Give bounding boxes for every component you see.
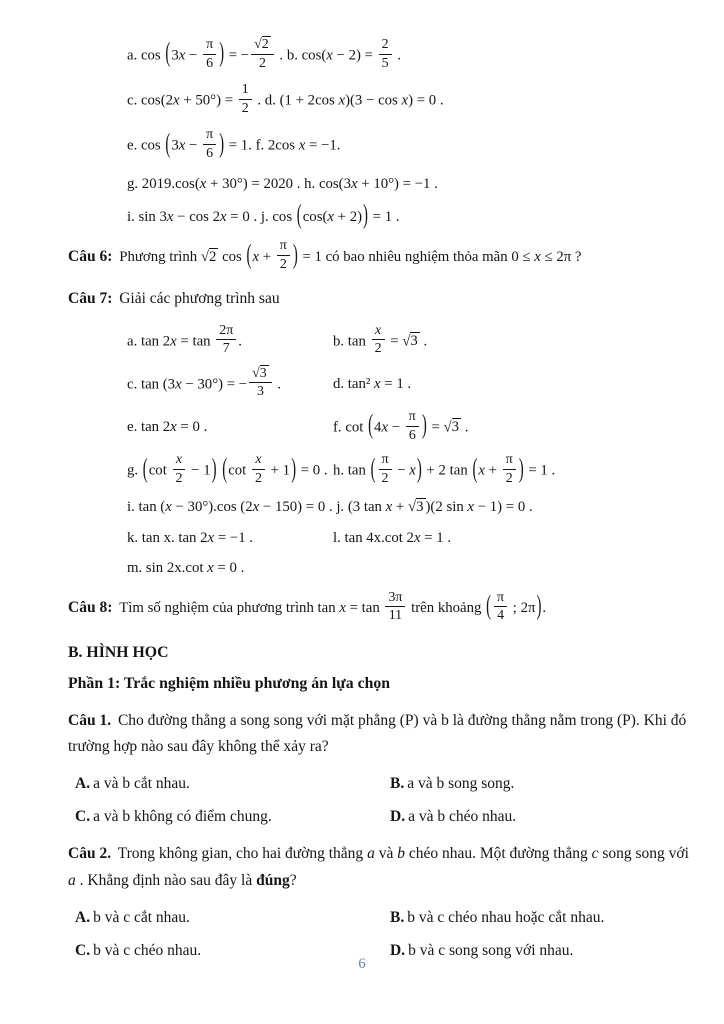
option-letter: A.	[75, 908, 91, 926]
exercise-item: g. (cot $\frac{x}{2}$ − 1) (cot $\frac{x}{2}$ + 1) = 0 .	[127, 452, 328, 486]
option-text: a và b song song.	[407, 775, 515, 793]
answer-options-cau2	[75, 906, 700, 963]
answer-options-cau1	[75, 772, 700, 829]
exercise-row	[127, 365, 700, 402]
question-text: Giải các phương trình sau	[119, 290, 280, 308]
question-cau6	[68, 240, 700, 274]
exercise-row	[127, 322, 700, 359]
exercise-row	[127, 528, 700, 549]
option-letter: B.	[390, 908, 405, 926]
question-text: Tìm số nghiệm của phương trình tan x = tan $\frac{3\pi}{11}$ trên khoảng ( $\frac{\pi}{4}$ ; 2π).	[119, 589, 547, 624]
option-letter: D.	[390, 941, 406, 959]
question-label: Câu 8:	[68, 599, 113, 617]
option-text: a và b chéo nhau.	[408, 808, 517, 826]
exercise-item: e. tan 2x = 0 .	[127, 419, 208, 436]
question-cau2	[68, 841, 700, 894]
exercise-item: a. tan 2x = tan $\frac{2\pi}{7}$ .	[127, 322, 242, 357]
exercise-item: l. tan 4x.cot 2x = 1 .	[333, 529, 452, 546]
option-text: b và c chéo nhau.	[93, 941, 202, 959]
option-text: a và b cắt nhau.	[93, 775, 190, 793]
option-text: b và c song song với nhau.	[408, 941, 574, 959]
exercise-item: m. sin 2x.cot x = 0 .	[127, 560, 245, 577]
question-label: Câu 1.	[68, 711, 112, 729]
exercise-row	[127, 558, 700, 579]
answer-option-c	[75, 805, 390, 829]
question-text: Phương trình √2 cos (x + $\frac{\pi}{2}$ ) = 1 có bao nhiêu nghiệm thỏa mãn 0 ≤ x ≤ 2π ?	[119, 238, 582, 272]
option-letter: D.	[390, 808, 406, 826]
question-text: Trong không gian, cho hai đường thẳng a và b chéo nhau. Một đường thẳng c song song với a . Khẳng định nào sau đây là đúng?	[68, 845, 689, 889]
option-text: b và c cắt nhau.	[93, 908, 190, 926]
option-letter: C.	[75, 808, 91, 826]
question-cau8	[68, 589, 700, 626]
exercise-line-cd: c. cos(2x + 50°) = $\frac{1}{2}$ . d. (1 + 2cos x)(3 − cos x) = 0 .	[127, 82, 444, 116]
exercise-item: f. cot (4x − $\frac{\pi}{6}$ ) = √3 .	[333, 409, 469, 443]
answer-option-d	[390, 805, 700, 829]
exercise-item: b. tan $\frac{x}{2}$ = √3 .	[333, 322, 428, 357]
answer-option-b	[390, 906, 700, 930]
exercise-line-ij: i. sin 3x − cos 2x = 0 . j. cos (cos(x + 2)) = 1 .	[127, 200, 400, 231]
answer-option-a	[75, 772, 390, 796]
exercise-item: h. tan ( $\frac{\pi}{2}$ − x) + 2 tan (x + $\frac{\pi}{2}$ ) = 1 .	[333, 452, 556, 486]
answer-option-a	[75, 906, 390, 930]
exercise-row	[127, 454, 700, 488]
exercise-row	[127, 497, 700, 518]
question-cau1	[68, 708, 700, 761]
option-letter: C.	[75, 941, 91, 959]
answer-option-b	[390, 772, 700, 796]
exercise-item: k. tan x. tan 2x = −1 .	[127, 529, 254, 546]
exercise-list-continuation	[127, 37, 700, 231]
option-letter: A.	[75, 775, 91, 793]
option-letter: B.	[390, 775, 405, 793]
exercise-line-ef: e. cos (3x − $\frac{\pi}{6}$ ) = 1. f. 2cos x = −1.	[127, 127, 341, 161]
option-text: a và b không có điểm chung.	[93, 808, 272, 826]
question-label: Câu 7:	[68, 290, 113, 308]
cau7-item-list	[127, 322, 700, 580]
exercise-item: d. tan² x = 1 .	[333, 376, 412, 393]
exercise-item: c. tan (3x − 30°) = − $\frac{√3}{3}$ .	[127, 365, 282, 400]
option-text: b và c chéo nhau hoặc cắt nhau.	[407, 908, 605, 926]
exercise-line-gh: g. 2019.cos(x + 30°) = 2020 . h. cos(3x + 10°) = −1 .	[127, 176, 438, 193]
exercise-item: i. tan (x − 30°).cos (2x − 150) = 0 . j. (3 tan x + √3 )(2 sin x − 1) = 0 .	[127, 499, 533, 516]
question-label: Câu 2.	[68, 845, 112, 863]
question-label: Câu 6:	[68, 247, 113, 265]
part-heading-multiple-choice: Phần 1: Trắc nghiệm nhiều phương án lựa chọn	[68, 674, 391, 692]
question-text: Cho đường thẳng a song song với mặt phẳng (P) và b là đường thẳng nằm trong (P). Khi đó trường hợp nào sau đây không thể xảy ra?	[68, 711, 687, 755]
section-heading-geometry: B. HÌNH HỌC	[68, 643, 169, 661]
exercise-line-ab: a. cos (3x − $\frac{\pi}{6}$ ) = − $\frac{√2}{2}$ . b. cos(x − 2) = $\frac{2}{5}$ .	[127, 37, 402, 71]
exercise-row	[127, 411, 700, 445]
page-number: 6	[358, 956, 366, 972]
question-cau7	[68, 286, 700, 312]
